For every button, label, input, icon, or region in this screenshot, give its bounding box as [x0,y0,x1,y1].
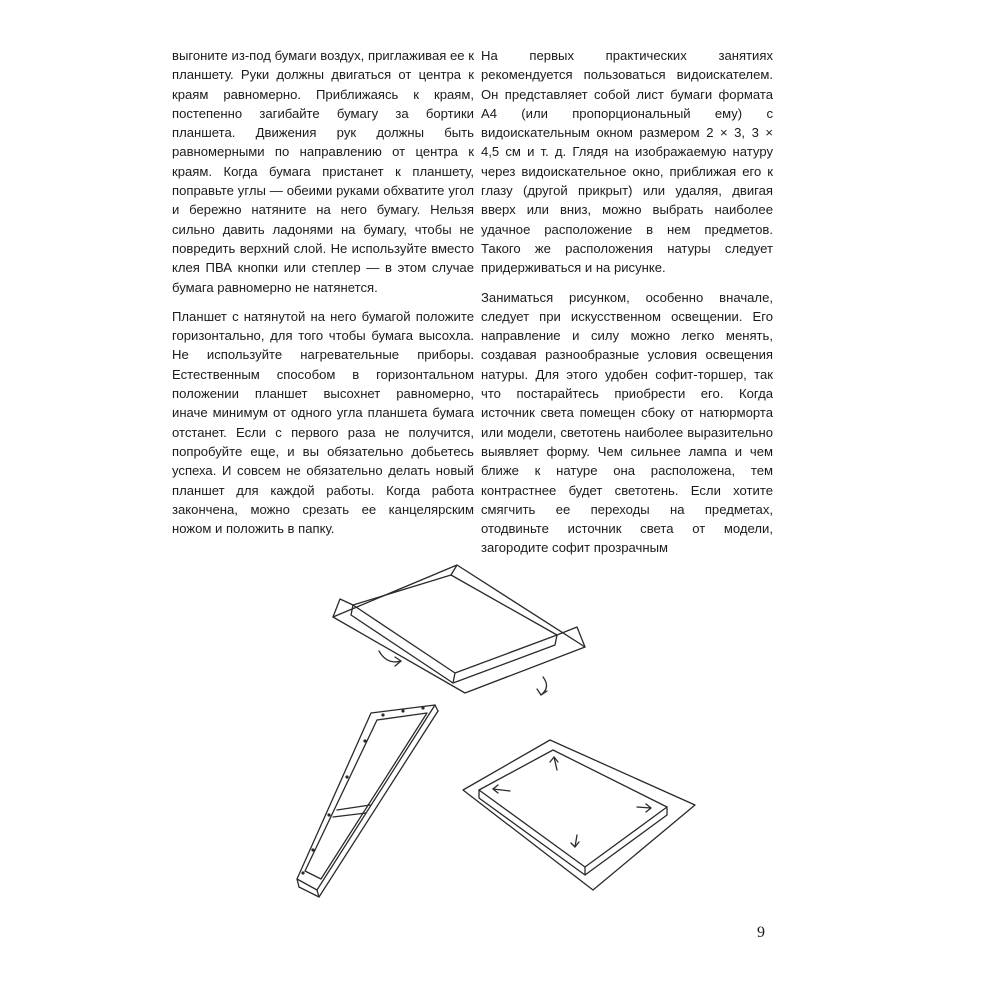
page-number: 9 [757,924,765,941]
fold-arrow-left-icon [379,651,401,662]
paragraph: На первых практических занятиях рекомендуется пользоваться видоискателем. Он представляет собой лист бумаги формата А4 (или пропорциональный ему) с видоискательным окном размером 2 × 3, 3 × 4,5 см и т. д. Глядя на изображаемую натуру через видоискательное окно, приближая его к глазу (другой прикрыт) или удаляя, двигая вверх или вниз, можно выбрать наиболее удачное расположение в нем предметов. Такого же расположения натуры следует придерживаться и на рисунке. [481,48,773,276]
paragraph: Планшет с натянутой на него бумагой положите горизонтально, для того чтобы бумага высохла. Не используйте нагревательные приборы. Естественным способом в горизонтальном положении планшет высохнет равномерно, иначе минимум от одного угла планшета бумага отстанет. Если с первого раза не получится, попробуйте еще, и вы обязательно добьетесь успеха. И совсем не обязательно делать новый планшет для каждой работы. Когда работа закончена, можно срезать ее канцелярским ножом и положить в папку. [172,308,474,537]
left-text-column [172,46,474,548]
board-top-face [353,575,557,673]
paragraph: выгоните из-под бумаги воздух, приглаживая ее к планшету. Руки должны двигаться от центра к краям равномерно. Приближаясь к краям, постепенно загибайте бумагу за бортики планшета. Движения рук должны быть равномерными по направлению от центра к краям. Когда бумага пристанет к планшету, поправьте углы — обеими руками обхватите угол и бережно натяните на него бумагу. Нельзя сильно давить ладонями на бумагу, чтобы не повредить верхний слой. Не используйте вместо клея ПВА кнопки или степлер — в этом случае бумага равномерно не натянется. [172,48,474,295]
stretched-paper-drawing [463,740,695,890]
right-text-column [481,46,773,568]
board-edge [351,605,557,683]
paragraph: Заниматься рисунком, особенно вначале, следует при искусственном освещении. Его направление и силу можно легко менять, создавая разнообразные условия освещения натуры. Для этого удобен софит-торшер, так что постарайтесь приобрести его. Когда источник света помещен сбоку от натюрморта или модели, светотень наиболее выразительно выявляет форму. Чем сильнее лампа и чем ближе к натуре она расположена, тем контрастнее будет светотень. Если хотите смягчить ее переходы на предметах, отодвиньте источник света от модели, загородите софит прозрачным [481,289,773,556]
board-top-face [479,750,667,867]
paper-flap-left [333,599,353,617]
board-frame-drawing [297,705,438,897]
board-stretching-illustration [285,545,745,930]
stretch-arrows-icon [493,757,651,847]
paper-wrapped-board-drawing [333,565,585,695]
